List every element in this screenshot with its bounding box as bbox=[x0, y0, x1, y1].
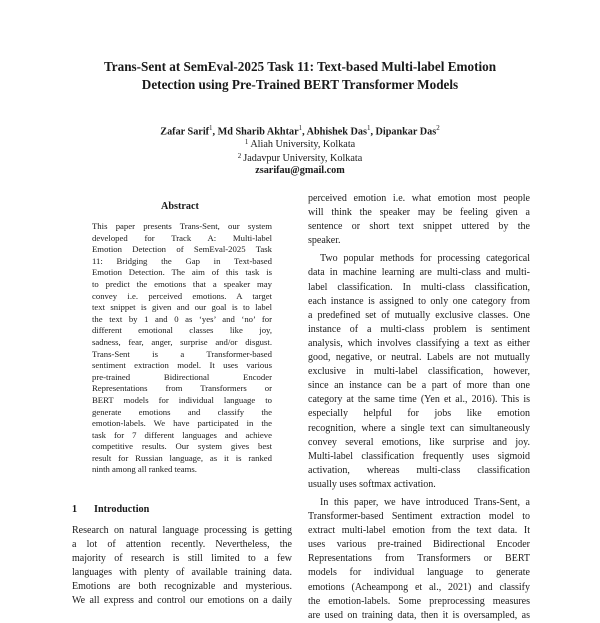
text-line: a lot of attention recently. Nevertheless, the bbox=[72, 539, 292, 551]
text-line: sentence or short text snippet uttered by the bbox=[308, 221, 530, 233]
affiliation-mark: 2 bbox=[237, 152, 242, 160]
paper-title bbox=[40, 58, 560, 94]
abstract-line: sadness, fear, anger, surprise and/or disgust. bbox=[92, 336, 272, 347]
abstract-line: sentiment extraction model. It uses various bbox=[92, 360, 272, 371]
text-line: majority of research is still limited to a few bbox=[72, 553, 292, 565]
abstract-line: different emotional classes like joy, bbox=[92, 325, 272, 336]
text-line: a predefined set of mutually exclusive classes. One bbox=[308, 309, 530, 321]
text-line: label classification. In multi-class classification, bbox=[308, 281, 530, 293]
affiliation-name: Aliah University, Kolkata bbox=[250, 139, 356, 150]
abstract-line: competitive results. Our system gives best bbox=[92, 441, 272, 452]
section-title: Introduction bbox=[94, 504, 150, 515]
text-line: category at the same time (Yen et al., 2016). This is bbox=[308, 394, 530, 406]
abstract-line: Representations from Transformers or bbox=[92, 383, 272, 394]
abstract-line: the text by 1 and 0 as ‘yes’ and ‘no’ for bbox=[92, 313, 272, 324]
text-line: recognition, where a single text can simultaneously bbox=[308, 422, 530, 434]
author-email: zsarifau@gmail.com bbox=[255, 165, 345, 176]
abstract-heading: Abstract bbox=[161, 201, 199, 212]
abstract-line: ninth among all ranked teams. bbox=[92, 464, 197, 475]
abstract-line: pre-trained Bidirectional Encoder bbox=[92, 371, 272, 382]
author-affil-mark: 1 bbox=[298, 124, 303, 132]
text-line: convey several emotions, like surprise and joy. bbox=[308, 436, 530, 448]
author-affil-mark: 2 bbox=[436, 124, 440, 132]
text-line: Transformer-based Sentiment extraction model to bbox=[308, 511, 530, 523]
author-affil-mark: 1 bbox=[209, 124, 213, 132]
right-column bbox=[308, 192, 530, 623]
text-line: languages with plenty of available training data. bbox=[72, 567, 292, 579]
author-name: Md Sharib Akhtar bbox=[217, 126, 299, 138]
text-line: good, negative, or neutral. Labels are not mutually bbox=[308, 352, 530, 364]
text-line: are used on training data, then it is oversampled, as bbox=[308, 609, 530, 621]
text-line: emotions (Acheampong et al., 2021) and classify bbox=[308, 581, 530, 593]
text-line: Two popular methods for processing categorical bbox=[320, 253, 530, 265]
author-name: Abhishek Das bbox=[306, 126, 367, 138]
text-line: Emotions are both recognizable and mysterious. bbox=[72, 581, 292, 593]
text-line: Research on natural language processing is getting bbox=[72, 525, 292, 536]
intro-left-column bbox=[72, 524, 292, 609]
text-line: will think the speaker may be feeling given a bbox=[308, 207, 530, 219]
text-line: usually uses softmax activation. bbox=[308, 478, 436, 490]
text-line: analysis, which involves classifying a text as either bbox=[308, 337, 530, 349]
abstract-line: text snippet is given and our goal is to label bbox=[92, 302, 272, 313]
author-name: Zafar Sarif bbox=[160, 126, 210, 138]
title-line: Detection using Pre-Trained BERT Transformer Models bbox=[141, 77, 459, 92]
text-line: instance of a multi-class problem is sentiment bbox=[308, 323, 530, 335]
abstract-line: Emotion Detection of SemEval-2025 Task bbox=[92, 244, 272, 255]
text-line: We all express and control our emotions on a daily bbox=[72, 595, 292, 607]
text-line: In this paper, we have introduced Trans-Sent, a bbox=[320, 496, 530, 508]
text-line: uses various pre-trained Bidirectional Encoder bbox=[308, 539, 530, 551]
abstract-line: result for Russian language, as it is ranked bbox=[92, 452, 272, 463]
title-line: Trans-Sent at SemEval-2025 Task 11: Text-based Multi-label Emotion bbox=[103, 59, 497, 74]
abstract-line: This paper presents Trans-Sent, our system bbox=[92, 221, 272, 231]
abstract-line: BERT models for individual language to bbox=[92, 394, 272, 405]
abstract-body bbox=[92, 221, 272, 476]
abstract-line: Emotion Detection. The aim of this task is bbox=[92, 267, 272, 278]
text-line: Representations from Transformers or BERT bbox=[308, 553, 530, 565]
text-line: extract multi-label emotion from the text data. It bbox=[308, 525, 530, 537]
abstract-line: 11: Bridging the Gap in Text-based bbox=[92, 255, 272, 266]
text-line: models for individual language to generate bbox=[308, 567, 530, 579]
abstract-line: convey i.e. perceived emotions. A target bbox=[92, 290, 272, 301]
abstract-line: task for 7 different languages and achieve bbox=[92, 429, 272, 440]
author-affil-mark: 1 bbox=[366, 124, 371, 132]
text-line: Multi-label classification frequently uses sigmoid bbox=[308, 450, 530, 462]
abstract-line: developed for Track A: Multi-label bbox=[92, 232, 272, 243]
author-name: Dipankar Das bbox=[375, 126, 437, 138]
text-line: since an instance can be a part of more than one bbox=[308, 380, 530, 392]
text-line: perceived emotion i.e. what emotion most people bbox=[308, 193, 530, 204]
abstract-line: Trans-Sent is a Transformer-based bbox=[92, 348, 272, 359]
text-line: each instance is assigned to only one category from bbox=[308, 295, 530, 307]
text-line: especially helpful for jobs like emotion bbox=[308, 408, 530, 420]
text-line: activation, whereas multi-class classification bbox=[308, 464, 530, 476]
text-line: exclusive in multi-label classification, however, bbox=[308, 366, 530, 378]
text-line: the emotion-labels. Some preprocessing measures bbox=[308, 595, 530, 607]
abstract-line: emotion-labels. We have participated in the bbox=[92, 418, 272, 429]
affiliation-mark: 1 bbox=[244, 138, 249, 146]
section-number: 1 bbox=[72, 504, 78, 515]
author-list: Zafar Sarif$^1$, Md Sharib Akhtar$^1$, Abhishek Das$^1$, Dipankar Das$^2$ bbox=[160, 124, 440, 138]
text-line: speaker. bbox=[308, 235, 341, 247]
abstract-line: generate emotions and classify the bbox=[92, 406, 272, 417]
section-heading bbox=[72, 503, 292, 517]
text-line: data in machine learning are multi-class and multi- bbox=[308, 267, 530, 279]
affiliation-name: Jadavpur University, Kolkata bbox=[243, 153, 363, 164]
abstract-line: to predict the emotions that a speaker may bbox=[92, 278, 272, 289]
